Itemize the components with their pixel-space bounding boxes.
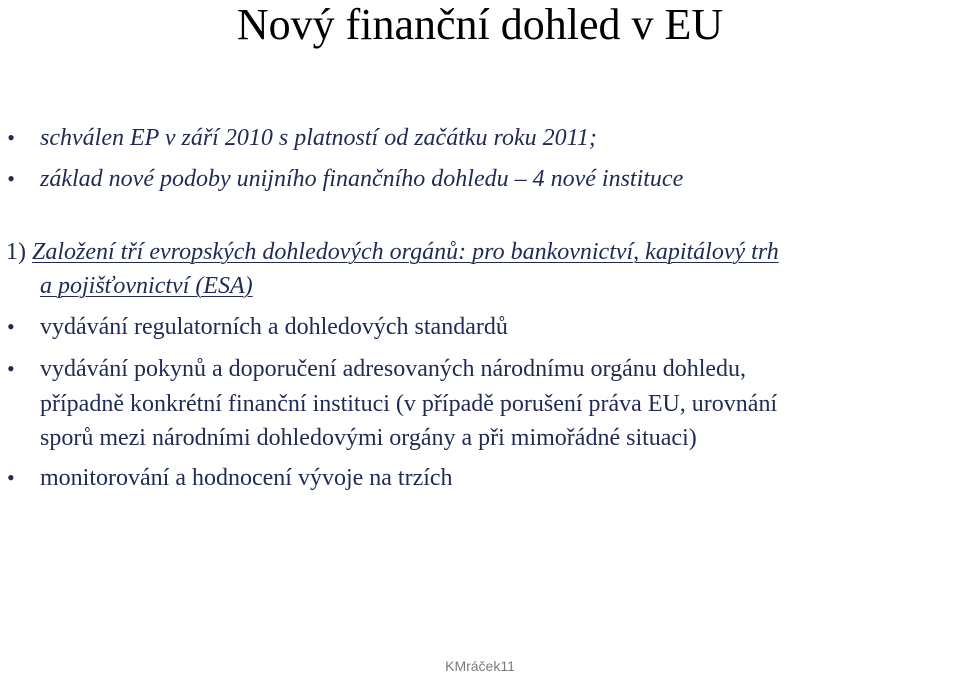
section-heading-line-1: Založení tří evropských dohledových orgánů: pro bankovnictví, kapitálový trh [32,239,779,265]
intro-bullet-2-text: základ nové podoby unijního finančního dohledu – 4 nové instituce [40,166,684,192]
point-1-text: vydávání regulatorních a dohledových standardů [40,314,508,340]
point-3-text: monitorování a hodnocení vývoje na trzích [40,465,453,491]
bullet-icon: • [7,166,15,191]
point-2-line-2: případně konkrétní finanční instituci (v případě porušení práva EU, urovnání [40,391,778,417]
intro-bullet-1-text: schválen EP v září 2010 s platností od začátku roku 2011; [40,125,597,151]
section-heading [6,238,779,266]
point-2-line-1: vydávání pokynů a doporučení adresovaných národnímu orgánu dohledu, [40,356,747,382]
section-heading-line-2: a pojišťovnictví (ESA) [40,273,253,299]
point-2-line-3: sporů mezi národními dohledovými orgány a při mimořádné situaci) [40,425,697,451]
bullet-icon: • [7,356,15,381]
slide-title: Nový finanční dohled v EU [236,0,724,49]
slide-footer: KMráček11 [445,658,515,674]
bullet-icon: • [7,314,15,339]
section-number: 1) [6,239,26,265]
bullet-icon: • [7,465,15,490]
bullet-icon: • [7,125,15,150]
